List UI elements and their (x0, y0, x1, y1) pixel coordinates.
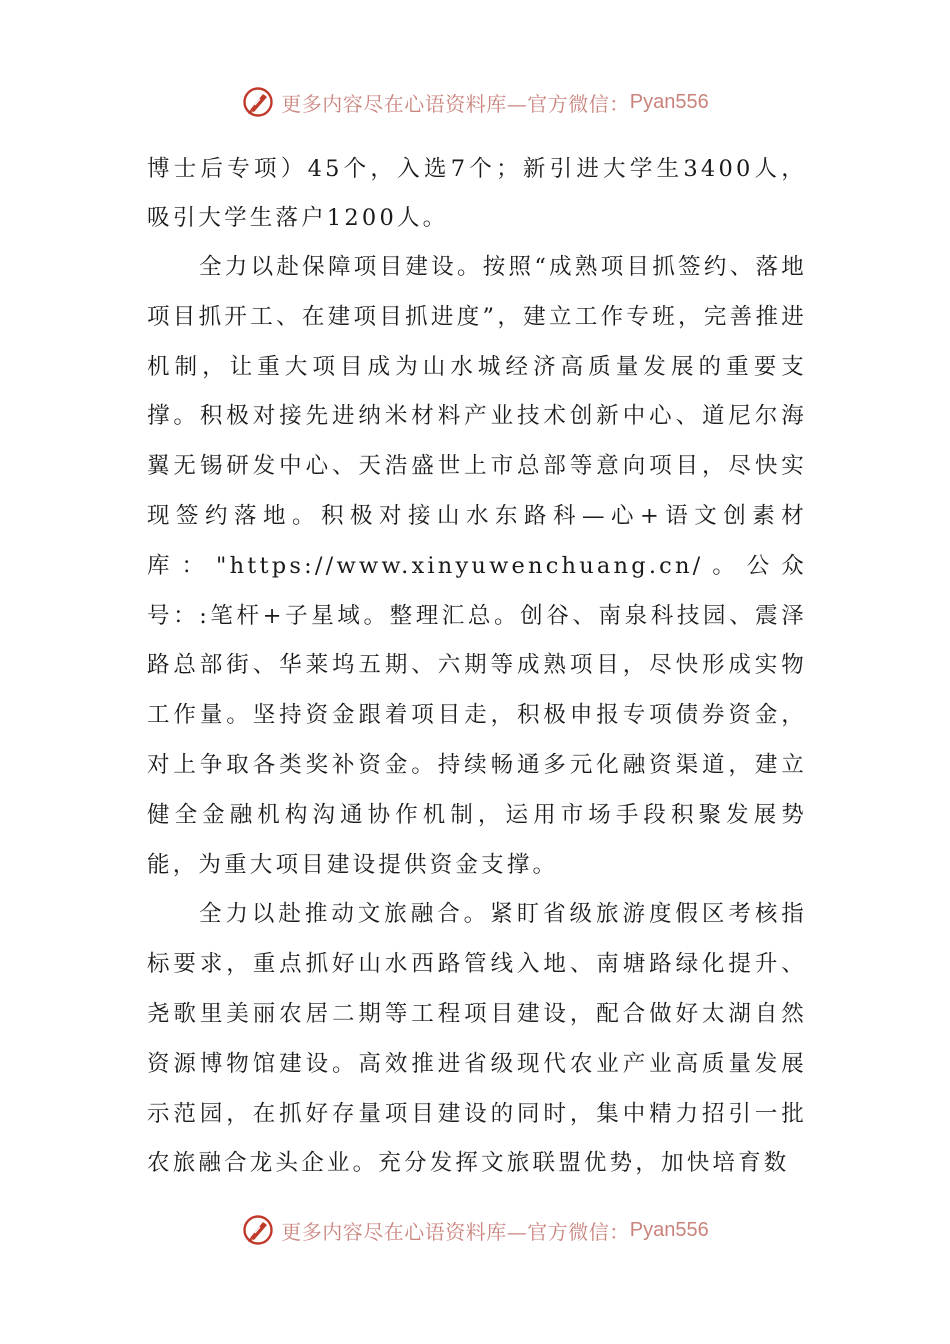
pen-nib-circle-icon (241, 1213, 275, 1247)
paragraph-3: 全力以赴推动文旅融合。紧盯省级旅游度假区考核指标要求，重点抓好山水西路管线入地、南塘路绿化提升、尧歌里美丽农居二期等工程项目建设，配合做好太湖自然资源博物馆建设。高效推进省级现代农业产业高质量发展示范园，在抓好存量项目建设的同时，集中精力招引一批农旅融合龙头企业。充分发挥文旅联盟优势，加快培育数 (147, 901, 807, 1177)
header-banner-wechat-id: Pyan556 (629, 90, 709, 113)
paragraph-2: 全力以赴保障项目建设。按照“成熟项目抓签约、落地项目抓开工、在建项目抓进度”，建立工作专班，完善推进机制，让重大项目成为山水城经济高质量发展的重要支撑。积极对接先进纳米材料产业技术创新中心、道尼尔海翼无锡研发中心、天浩盛世上市总部等意向项目，尽快实现签约落地。积极对接山水东路科—心+语文创素材库："https://www.xinyuwenchuang.cn/。公众号：:笔杆+子星域。整理汇总。创谷、南泉科技园、震泽路总部街、华莱坞五期、六期等成熟项目，尽快形成实物工作量。坚持资金跟着项目走，积极申报专项债券资金，对上争取各类奖补资金。持续畅通多元化融资渠道，建立健全金融机构沟通协作机制，运用市场手段积聚发展势能，为重大项目建设提供资金支撑。 (147, 254, 807, 878)
footer-banner-wechat-id: Pyan556 (629, 1218, 709, 1241)
header-banner (0, 80, 950, 124)
pen-nib-circle-icon (241, 85, 275, 119)
paragraph-1: 博士后专项）45个，入选7个；新引进大学生3400人，吸引大学生落户1200人。 (147, 156, 807, 231)
document-body (147, 145, 807, 1189)
footer-banner-text: 更多内容尽在心语资料库—官方微信： (281, 1219, 630, 1244)
footer-banner (0, 1208, 950, 1252)
header-banner-text: 更多内容尽在心语资料库—官方微信： (281, 91, 630, 116)
